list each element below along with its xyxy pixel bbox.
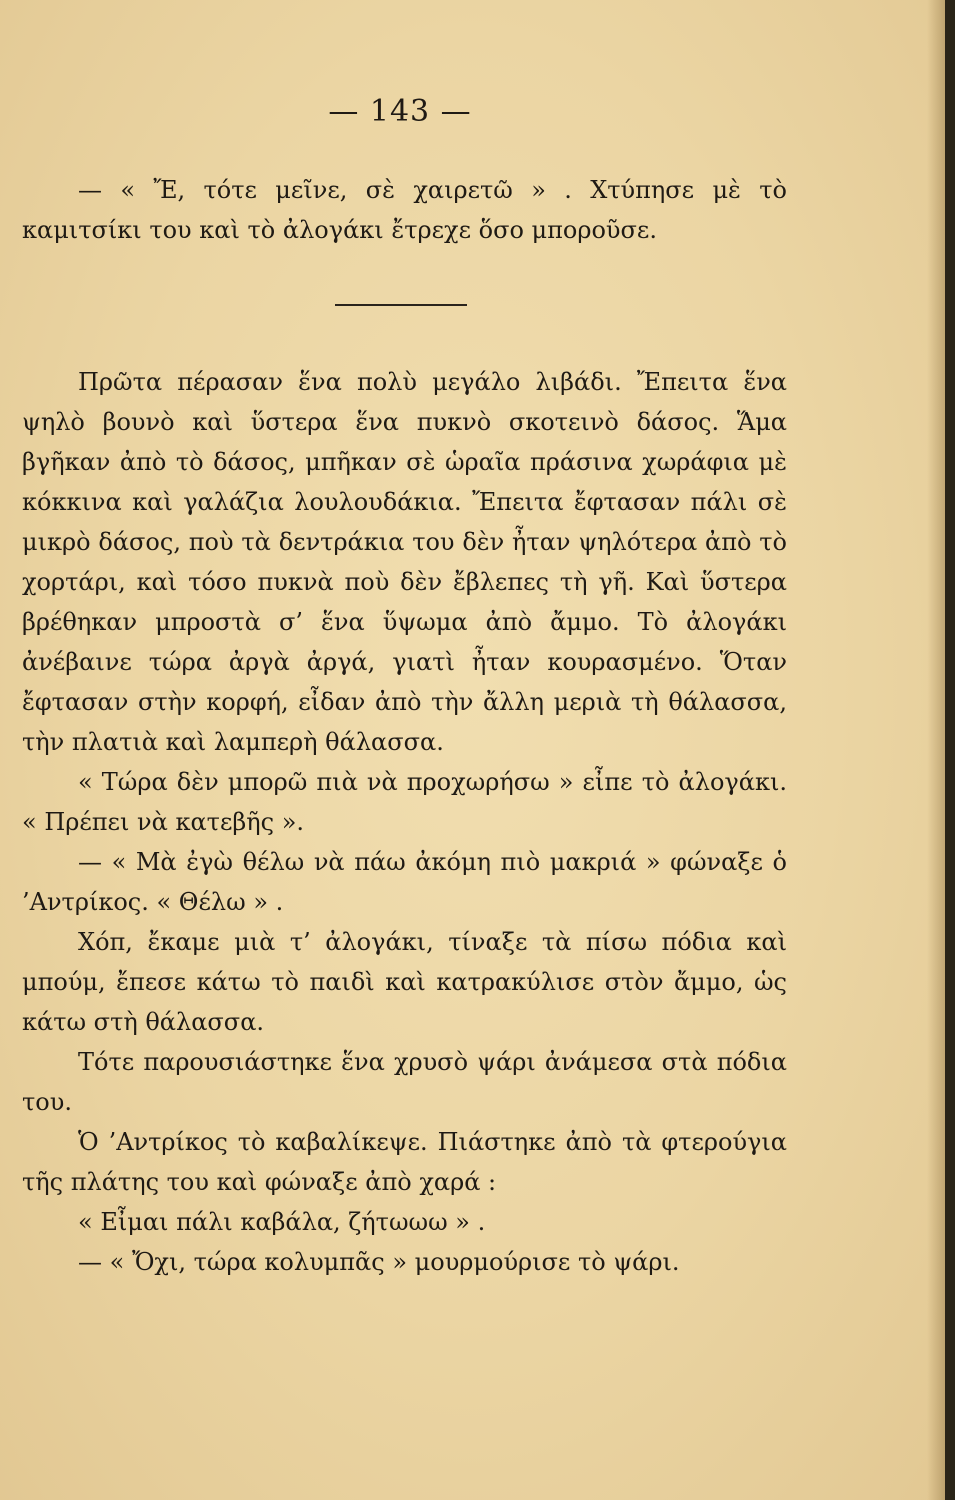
text-block-main [22,362,787,1282]
section-separator [335,304,467,306]
paragraph: Πρῶτα πέρασαν ἕνα πολὺ μεγάλο λιβάδι. Ἔπειτα ἕνα ψηλὸ βουνὸ καὶ ὕστερα ἕνα πυκνὸ σκοτεινὸ δάσος. Ἅμα βγῆκαν ἀπὸ τὸ δάσος, μπῆκαν σὲ ὡραῖα πράσινα χωράφια μὲ κόκκινα καὶ γαλάζια λουλουδάκια. Ἔπειτα ἔφτασαν πάλι σὲ μικρὸ δάσος, ποὺ τὰ δεντράκια του δὲν ἦταν ψηλότερα ἀπὸ τὸ χορτάρι, καὶ τόσο πυκνὰ ποὺ δὲν ἔβλεπες τὴ γῆ. Καὶ ὕστερα βρέθηκαν μπροστὰ σ’ ἕνα ὕψωμα ἀπὸ ἄμμο. Τὸ ἀλογάκι ἀνέβαινε τώρα ἀργὰ ἀργά, γιατὶ ἦταν κουρασμένο. Ὅταν ἔφτασαν στὴν κορφή, εἶδαν ἀπὸ τὴν ἄλλη μεριὰ τὴ θάλασσα, τὴν πλατιὰ καὶ λαμπερὴ θάλασσα. [22,368,787,756]
page-edge-shadow [927,0,945,1500]
paragraph: Ὁ ’Αντρίκος τὸ καβαλίκεψε. Πιάστηκε ἀπὸ τὰ φτερούγια τῆς πλάτης του καὶ φώναξε ἀπὸ χαρά : [22,1128,787,1196]
page-number: — 143 — [328,94,472,129]
paragraph: « Τώρα δὲν μπορῶ πιὰ νὰ προχωρήσω » εἶπε τὸ ἀλογάκι. « Πρέπει νὰ κατεβῆς ». [22,768,787,836]
paragraph: — « Ἔ, τότε μεῖνε, σὲ χαιρετῶ » . Χτύπησε μὲ τὸ καμιτσίκι του καὶ τὸ ἀλογάκι ἔτρεχε ὅσο μποροῦσε. [22,176,787,244]
text-block-top [22,170,787,250]
paragraph: Χόπ, ἔκαμε μιὰ τ’ ἀλογάκι, τίναξε τὰ πίσω πόδια καὶ μπούμ, ἔπεσε κάτω τὸ παιδὶ καὶ κατρακύλισε στὸν ἄμμο, ὡς κάτω στὴ θάλασσα. [22,928,787,1036]
paragraph: « Εἶμαι πάλι καβάλα, ζήτωωω » . [78,1208,486,1236]
paragraph: — « Ὄχι, τώρα κολυμπᾶς » μουρμούρισε τὸ ψάρι. [78,1248,680,1276]
paragraph: — « Μὰ ἐγὼ θέλω νὰ πάω ἀκόμη πιὸ μακριά » φώναξε ὁ ’Αντρίκος. « Θέλω » . [22,848,787,916]
paragraph: Τότε παρουσιάστηκε ἕνα χρυσὸ ψάρι ἀνάμεσα στὰ πόδια του. [22,1048,787,1116]
